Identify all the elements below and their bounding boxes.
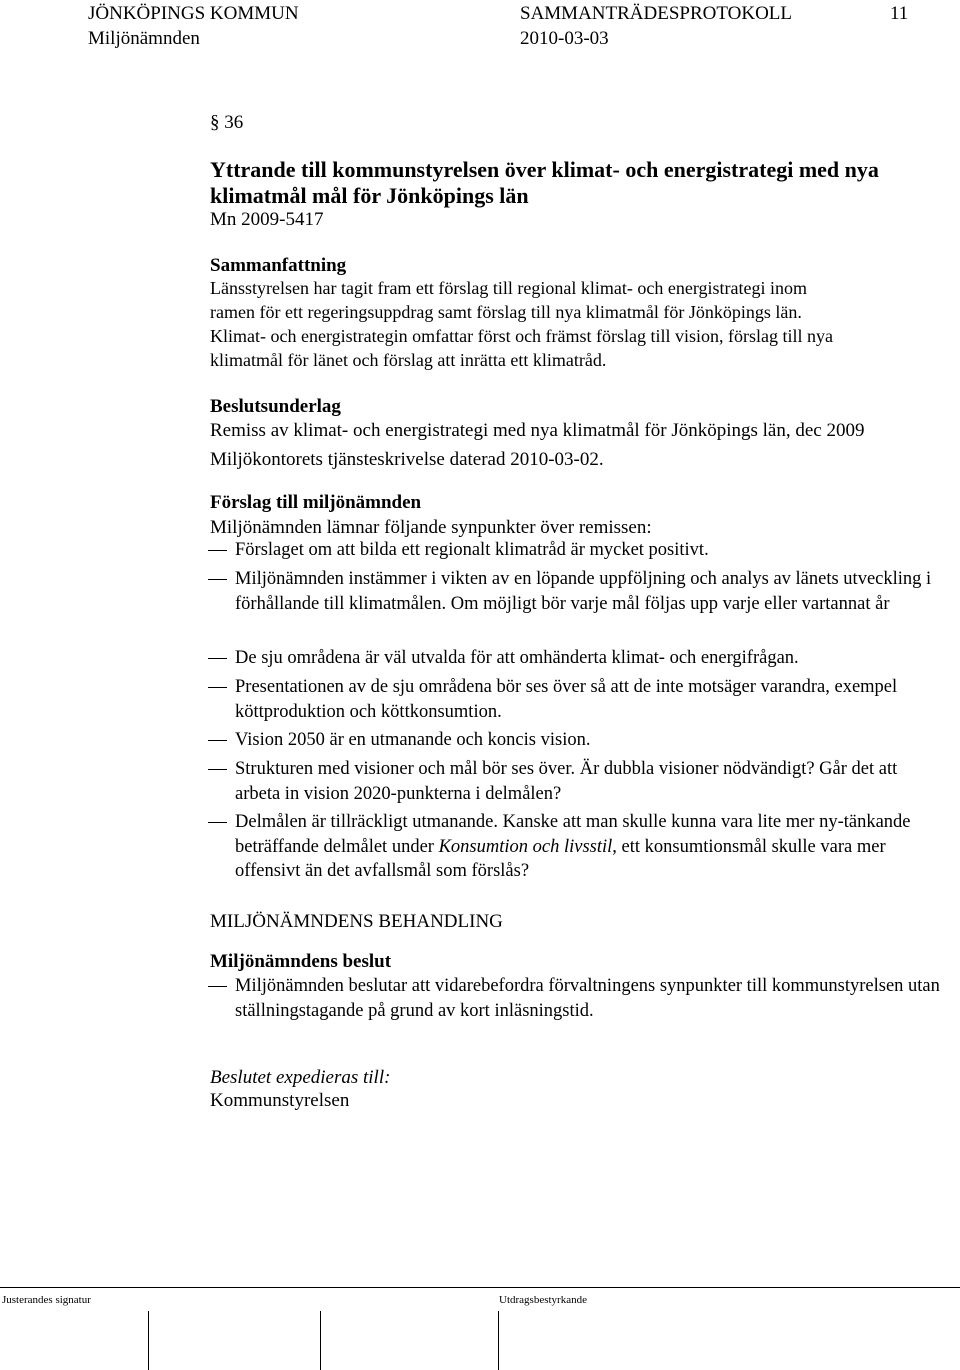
dash-bullet bbox=[208, 658, 227, 659]
list-item-text: De sju områdena är väl utvalda för att omhänderta klimat- och energifrågan. bbox=[235, 648, 799, 668]
summary-line-2: ramen för ett regeringsuppdrag samt förslag till nya klimatmål för Jönköpings län. bbox=[210, 302, 802, 322]
dash-bullet bbox=[208, 687, 227, 688]
summary-line-1: Länsstyrelsen har tagit fram ett förslag till regional klimat- och energistrategi inom bbox=[210, 278, 807, 298]
decision-heading: Miljönämndens beslut bbox=[210, 951, 392, 972]
dash-bullet bbox=[208, 769, 227, 770]
header-committee: Miljönämnden bbox=[88, 28, 200, 49]
header-date: 2010-03-03 bbox=[520, 28, 609, 49]
signature-box-divider bbox=[148, 1311, 149, 1370]
header-org: JÖNKÖPINGS KOMMUN bbox=[88, 3, 299, 24]
dash-bullet bbox=[208, 579, 227, 580]
footer-divider bbox=[0, 1287, 960, 1288]
dash-bullet bbox=[208, 550, 227, 551]
summary-line-4: klimatmål för länet och förslag att inrätta ett klimatråd. bbox=[210, 350, 607, 370]
summary-line-3: Klimat- och energistrategin omfattar först och främst förslag till vision, förslag till nya bbox=[210, 326, 834, 346]
list-item-text-part1: Delmålen är tillräckligt utmanande. Kanske att man skulle kunna vara lite mer ny-tänkande beträffande delmålet under bbox=[235, 812, 911, 857]
basis-line-2: Miljökontorets tjänsteskrivelse daterad 2010-03-02. bbox=[210, 449, 604, 470]
list-item-text-part2: , ett konsumtionsmål skulle vara mer offensivt än det avfallsmål som förslås? bbox=[235, 836, 886, 881]
section-title-line2: klimatmål mål för Jönköpings län bbox=[210, 183, 529, 208]
list-item-text: Vision 2050 är en utmanande och koncis vision. bbox=[235, 730, 591, 750]
certifier-label: Utdragsbestyrkande bbox=[499, 1294, 587, 1306]
list-item-italic-text: Konsumtion och livsstil bbox=[438, 836, 613, 857]
case-number: Mn 2009-5417 bbox=[210, 209, 324, 230]
signature-box-divider bbox=[320, 1311, 321, 1370]
certifier-box-divider bbox=[498, 1311, 499, 1370]
dash-bullet bbox=[208, 986, 227, 987]
list-item-text: Förslaget om att bilda ett regionalt klimatråd är mycket positivt. bbox=[235, 540, 709, 560]
proposal-heading: Förslag till miljönämnden bbox=[210, 492, 422, 513]
dispatch-label: Beslutet expedieras till: bbox=[210, 1067, 391, 1088]
list-item-text bbox=[235, 810, 940, 884]
decision-text: Miljönämnden beslutar att vidarebefordra förvaltningens synpunkter till kommunstyrelsen utan ställningstagande på grund av kort inläsningstid. bbox=[235, 976, 940, 1021]
proposal-intro: Miljönämnden lämnar följande synpunkter över remissen: bbox=[210, 517, 652, 538]
basis-heading: Beslutsunderlag bbox=[210, 396, 341, 417]
list-item-text: Presentationen av de sju områdena bör ses över så att de inte motsäger varandra, exempel köttproduktion och köttkonsumtion. bbox=[235, 677, 898, 722]
section-title-line1: Yttrande till kommunstyrelsen över klimat- och energistrategi med nya bbox=[210, 157, 879, 182]
signature-label: Justerandes signatur bbox=[2, 1294, 91, 1306]
header-doc-type: SAMMANTRÄDESPROTOKOLL bbox=[520, 3, 793, 24]
dash-bullet bbox=[208, 740, 227, 741]
basis-line-1: Remiss av klimat- och energistrategi med nya klimatmål för Jönköpings län, dec 2009 bbox=[210, 420, 865, 441]
section-number: § 36 bbox=[210, 112, 244, 133]
handling-heading: MILJÖNÄMNDENS BEHANDLING bbox=[210, 911, 503, 932]
dispatch-recipient: Kommunstyrelsen bbox=[210, 1090, 350, 1111]
list-item-text: Strukturen med visioner och mål bör ses över. Är dubbla visioner nödvändigt? Går det att arbeta in vision 2020-punkterna i delmålen? bbox=[235, 759, 898, 804]
header-page-number: 11 bbox=[890, 3, 909, 24]
summary-heading: Sammanfattning bbox=[210, 255, 347, 276]
dash-bullet bbox=[208, 822, 227, 823]
list-item-text: Miljönämnden instämmer i vikten av en löpande uppföljning och analys av länets utveckling i förhållande till klimatmålen. Om möjligt bör varje mål följas upp varje eller vartannat år bbox=[235, 569, 932, 614]
